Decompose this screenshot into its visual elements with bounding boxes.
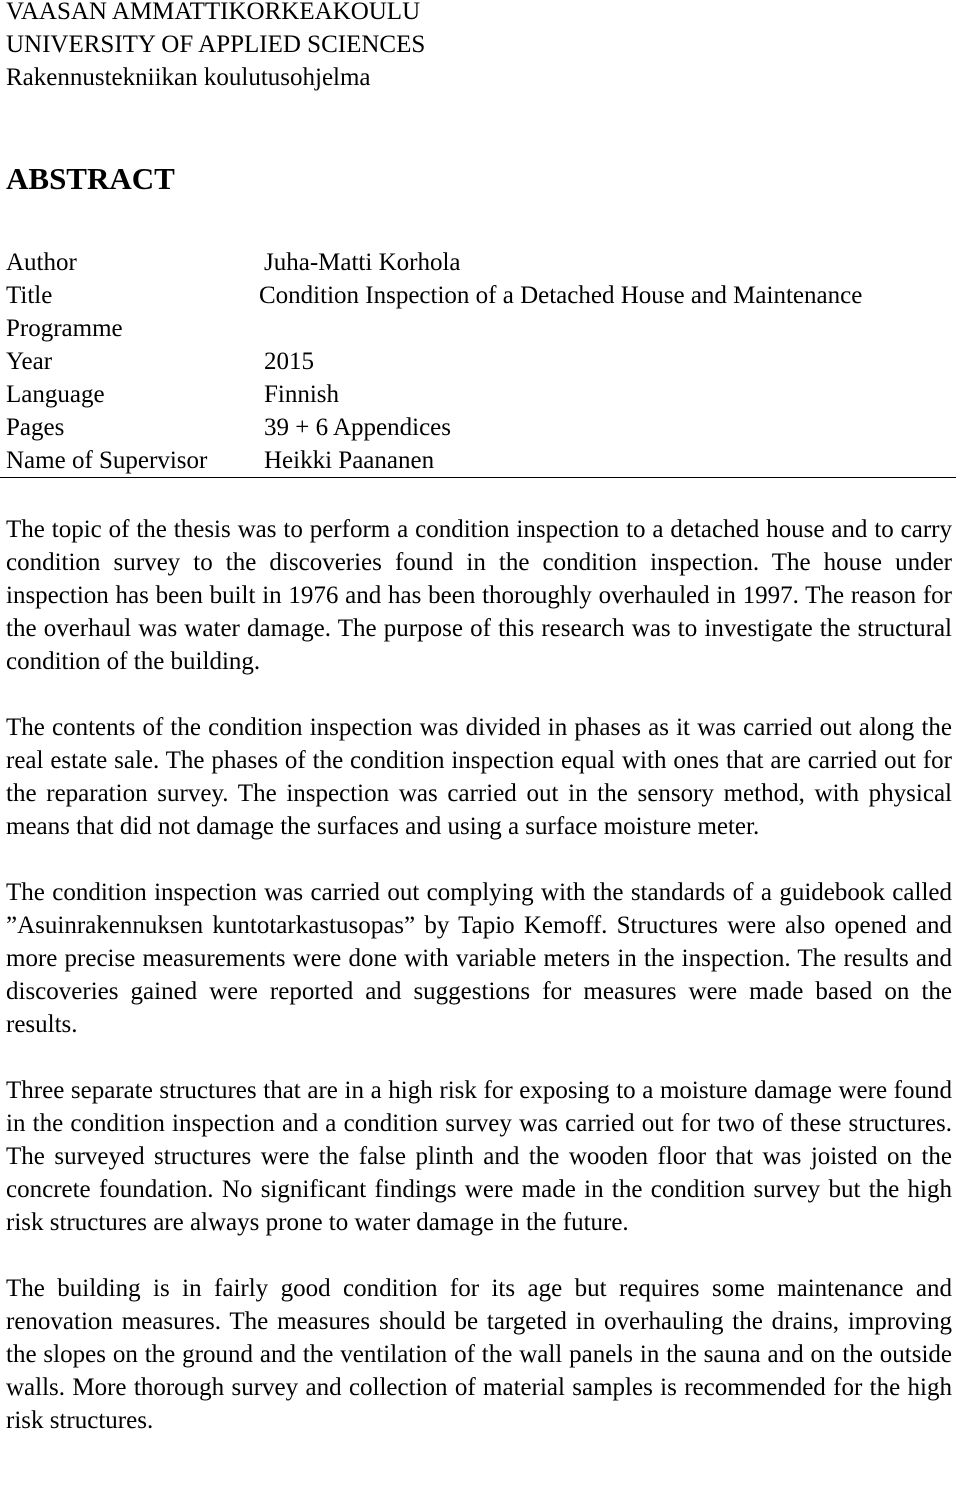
meta-row-year [6, 345, 956, 378]
abstract-paragraph: Three separate structures that are in a high risk for exposing to a moisture damage were found in the condition inspection and a condition survey was carried out for two of these structures. The surveyed structures were the false plinth and the wooden floor that was joisted on the concrete foundation. No significant findings were made in the condition survey but the high risk structures are always prone to water damage in the future. [6, 1077, 952, 1236]
abstract-body [6, 513, 952, 1470]
abstract-paragraph: The topic of the thesis was to perform a condition inspection to a detached house and to carry condition survey to the discoveries found in the condition inspection. The house under inspection has been built in 1976 and has been thoroughly overhauled in 1997. The reason for the overhaul was water damage. The purpose of this research was to investigate the structural condition of the building. [6, 516, 952, 675]
pages-value: 39 + 6 Appendices [264, 414, 451, 441]
meta-label: Author [6, 249, 77, 276]
meta-row-pages [6, 411, 956, 444]
meta-label: Title [6, 282, 53, 309]
meta-label: Name of Supervisor [6, 447, 208, 474]
document-header [6, 0, 425, 94]
language-value: Finnish [264, 381, 340, 408]
meta-row-author [6, 246, 956, 279]
meta-row-title [6, 279, 956, 312]
abstract-paragraph: The condition inspection was carried out complying with the standards of a guidebook called ”Asuinrakennuksen kuntotarkastusopas” by Tapio Kemoff. Structures were also opened and more precise measurements were done with variable meters in the inspection. The results and discoveries gained were reported and suggestions for measures were made based on the results. [6, 879, 952, 1038]
meta-row-language [6, 378, 956, 411]
institution-name-finnish: VAASAN AMMATTIKORKEAKOULU [6, 0, 421, 25]
meta-label: Year [6, 348, 53, 375]
title-value: Condition Inspection of a Detached House and Maintenance [259, 282, 863, 309]
meta-label: Language [6, 381, 105, 408]
meta-label: Programme [6, 315, 123, 342]
institution-name-english: UNIVERSITY OF APPLIED SCIENCES [6, 31, 426, 58]
year-value: 2015 [264, 348, 314, 375]
meta-row-supervisor [6, 444, 956, 477]
meta-label: Pages [6, 414, 65, 441]
meta-row-programme [6, 312, 956, 345]
abstract-paragraph: The building is in fairly good condition for its age but requires some maintenance and renovation measures. The measures should be targeted in overhauling the drains, improving the slopes on the ground and the ventilation of the wall panels in the sauna and on the outside walls. More thorough survey and collection of material samples is recommended for the high risk structures. [6, 1275, 952, 1434]
supervisor-value: Heikki Paananen [264, 447, 435, 474]
thesis-metadata [6, 246, 956, 477]
section-divider [0, 477, 956, 478]
abstract-heading: ABSTRACT [6, 161, 175, 196]
degree-programme-name: Rakennustekniikan koulutusohjelma [6, 64, 371, 91]
abstract-paragraph: The contents of the condition inspection was divided in phases as it was carried out along the real estate sale. The phases of the condition inspection equal with ones that are carried out for the reparation survey. The inspection was carried out in the sensory method, with physical means that did not damage the surfaces and using a surface moisture meter. [6, 714, 952, 840]
author-value: Juha-Matti Korhola [264, 249, 461, 276]
